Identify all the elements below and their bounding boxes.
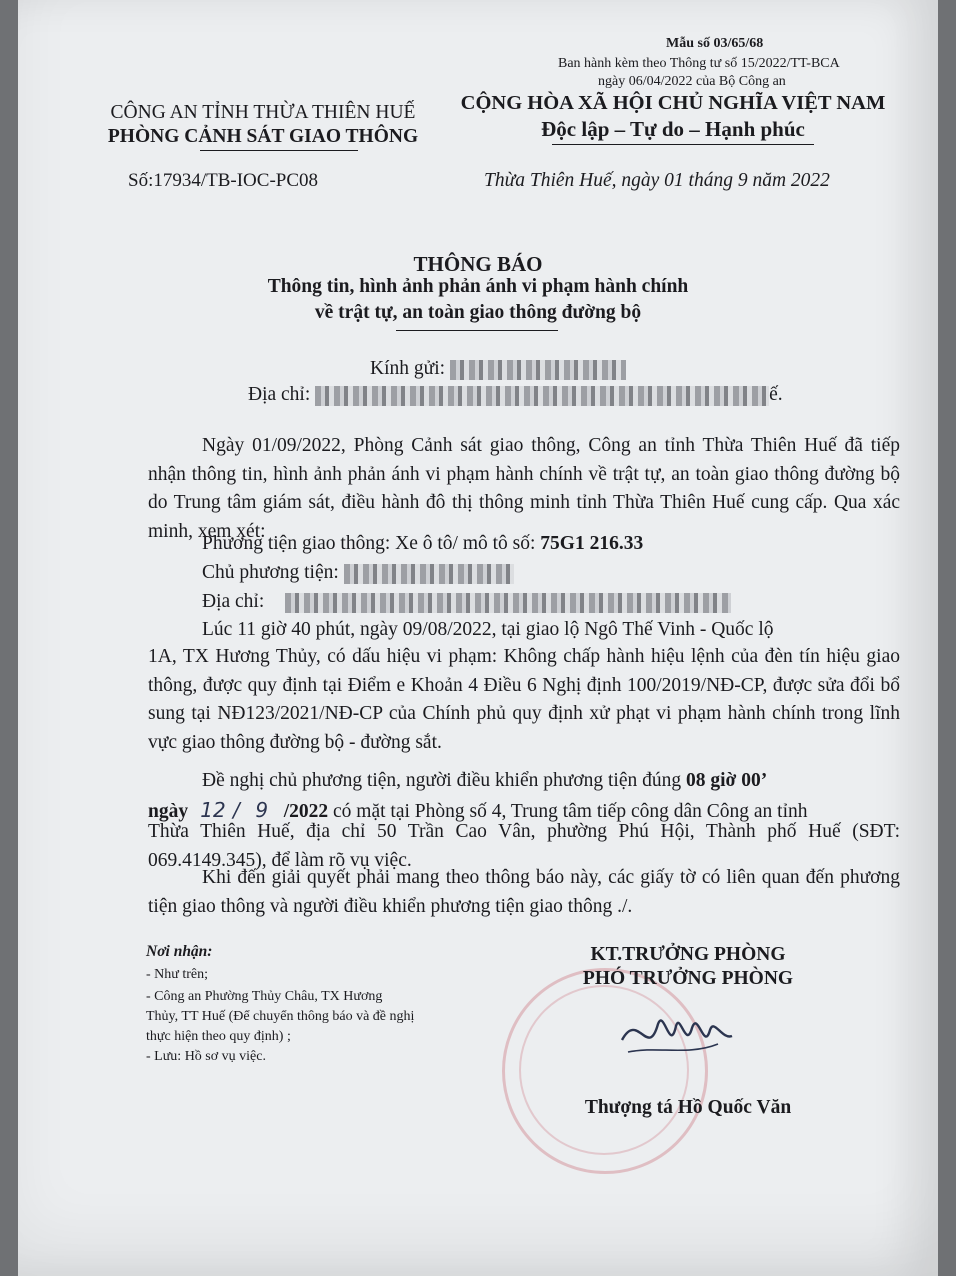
document-subtitle-2: về trật tự, an toàn giao thông đường bộ xyxy=(314,302,642,323)
redacted-owner xyxy=(344,564,514,584)
appointment-time: 08 giờ 00’ xyxy=(686,770,768,791)
official-stamp xyxy=(502,968,708,1174)
recipients-item-1: - Như trên; xyxy=(146,967,209,982)
motto: Độc lập – Tự do – Hạnh phúc xyxy=(541,117,805,141)
signer-title-2: PHÓ TRƯỞNG PHÒNG xyxy=(582,968,794,989)
request-start: Đề nghị chủ phương tiện, người điều khiển phương tiện đúng xyxy=(202,770,686,791)
motto-underline xyxy=(552,144,814,145)
form-issued-date: ngày 06/04/2022 của Bộ Công an xyxy=(598,74,786,89)
signer-name: Thượng tá Hồ Quốc Văn xyxy=(584,1097,792,1118)
redacted-owner-address xyxy=(285,593,731,613)
violation-details: 1A, TX Hương Thủy, có dấu hiệu vi phạm: Không chấp hành hiệu lệnh của đèn tín hiệu giao thông, được quy định tại Điểm e Khoản 4 Điều 6 Nghị định 100/2019/NĐ-CP, được sửa đổi bổ sung tại NĐ123/2021/NĐ-CP của Chính phủ quy định xử phạt vi phạm hành chính trong lĩnh vực giao thông đường bộ - đường sắt. xyxy=(148,646,900,753)
recipient-row xyxy=(370,358,626,380)
redacted-address xyxy=(315,386,769,406)
recipient-address-row xyxy=(248,384,783,406)
appointment-location: Thừa Thiên Huế, địa chỉ 50 Trần Cao Vân, phường Phú Hội, Thành phố Huế (SĐT: 069.4149.345), để làm rõ vụ việc. xyxy=(148,821,900,871)
request-line xyxy=(202,770,767,792)
vehicle-label: Phương tiện giao thông: Xe ô tô/ mô tô số: xyxy=(202,533,541,554)
recipients-item-3: - Lưu: Hồ sơ vụ việc. xyxy=(146,1049,266,1064)
department-underline xyxy=(200,150,358,151)
owner-address-label: Địa chỉ: xyxy=(202,591,265,612)
department-name: PHÒNG CẢNH SÁT GIAO THÔNG xyxy=(107,126,419,147)
form-code: Mẫu số 03/65/68 xyxy=(666,36,764,51)
document-subtitle-1: Thông tin, hình ảnh phản ánh vi phạm hành chính xyxy=(267,276,689,297)
recipients-label: Nơi nhận: xyxy=(146,943,213,960)
handwritten-day: 12 xyxy=(200,798,226,822)
document-number: Số:17934/TB-IOC-PC08 xyxy=(128,170,319,191)
document-title: THÔNG BÁO xyxy=(413,252,543,276)
place-date: Thừa Thiên Huế, ngày 01 tháng 9 năm 2022 xyxy=(484,170,830,191)
appointment-location-start: có mặt tại Phòng số 4, Trung tâm tiếp công dân Công an tỉnh xyxy=(328,801,808,822)
recipients-item-2b: Thủy, TT Huế (Để chuyển thông báo và đề nghị xyxy=(146,1009,415,1024)
signature-scribble xyxy=(618,1000,738,1070)
agency-name: CÔNG AN TỈNH THỪA THIÊN HUẾ xyxy=(110,102,416,123)
appointment-date-line: ngày 12 / 9 /2022 có mặt tại Phòng số 4, Trung tâm tiếp công dân Công an tỉnh xyxy=(148,798,808,822)
appointment-day-label: ngày xyxy=(148,801,189,822)
signer-title-1: KT.TRƯỞNG PHÒNG xyxy=(590,944,786,965)
recipient-label: Kính gửi: xyxy=(370,358,446,379)
paragraph-opening: Ngày 01/09/2022, Phòng Cảnh sát giao thông, Công an tỉnh Thừa Thiên Huế đã tiếp nhận thông tin, hình ảnh phản ánh vi phạm hành chính về trật tự, an toàn giao thông đường bộ do Trung tâm giám sát, điều hành đô thị thông minh tỉnh Thừa Thiên Huế cung cấp. Qua xác minh, xem xét: xyxy=(148,435,900,542)
recipients-item-2a: - Công an Phường Thủy Châu, TX Hương xyxy=(146,989,383,1004)
recipients-item-2c: thực hiện theo quy định) ; xyxy=(146,1029,291,1044)
violation-time-line: Lúc 11 giờ 40 phút, ngày 09/08/2022, tại giao lộ Ngô Thế Vinh - Quốc lộ xyxy=(202,619,774,640)
closing-paragraph: Khi đến giải quyết phải mang theo thông báo này, các giấy tờ có liên quan đến phương tiện giao thông và người điều khiển phương tiện giao thông ./. xyxy=(148,867,900,917)
form-issued-with: Ban hành kèm theo Thông tư số 15/2022/TT-BCA xyxy=(558,56,840,71)
vehicle-row xyxy=(202,533,643,555)
redacted-recipient xyxy=(450,360,626,380)
owner-address-row xyxy=(202,591,731,613)
document-page xyxy=(18,0,938,1276)
address-label: Địa chỉ: xyxy=(248,384,311,405)
handwritten-month: 9 xyxy=(255,798,269,822)
vehicle-plate: 75G1 216.33 xyxy=(540,533,644,554)
title-underline xyxy=(396,330,558,331)
owner-label: Chủ phương tiện: xyxy=(202,562,339,583)
country-name: CỘNG HÒA XÃ HỘI CHỦ NGHĨA VIỆT NAM xyxy=(460,92,886,114)
owner-row xyxy=(202,562,514,584)
appointment-year: /2022 xyxy=(283,801,329,822)
address-end: ế. xyxy=(769,384,783,405)
